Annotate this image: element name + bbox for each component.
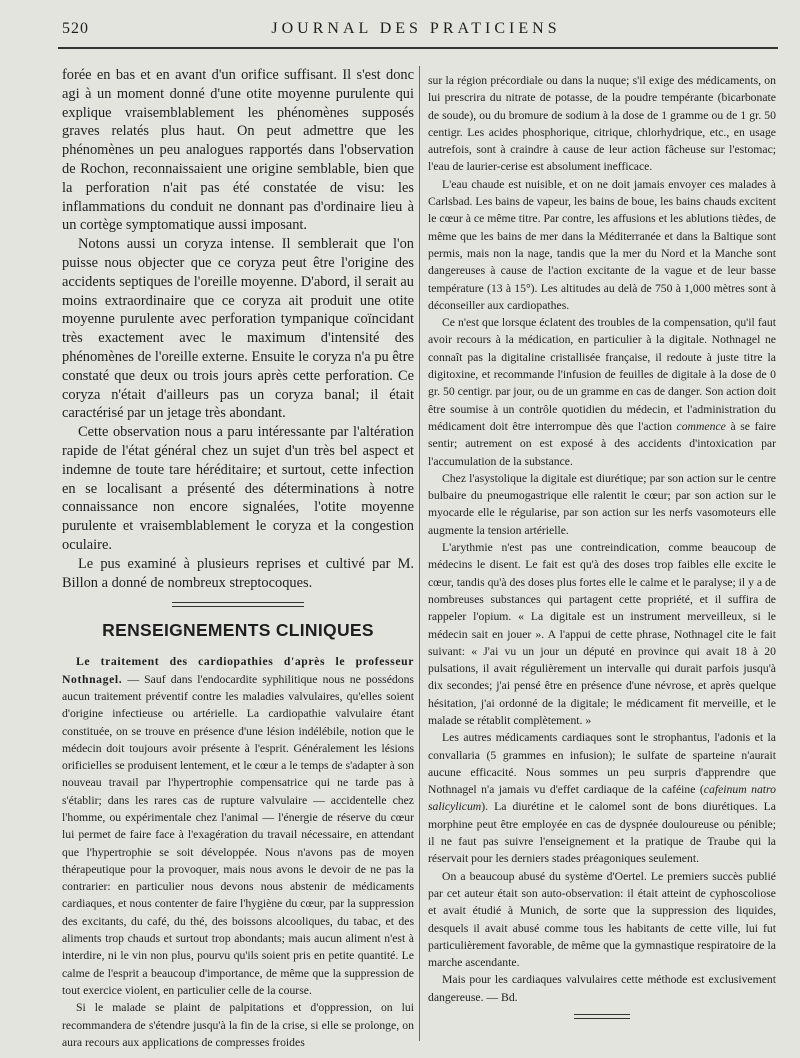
paragraph: [428, 314, 776, 470]
paragraph: On a beaucoup abusé du système d'Oertel. Le premiers succès publié par cet auteur était son auto-observation: il était atteint de cyphoscoliose et avait étudié à Munich, de sorte que la suppression des liquides, desquels il avait abusé comme tous les habitants de cette ville, lui fut particulièrement favorable, de même que la gymnastique respiratoire de la marche ascendante.: [428, 869, 776, 970]
paragraph: sur la région précordiale ou dans la nuque; s'il exige des médicaments, on lui prescrira du nitrate de potasse, de la poudre tempérante (bicarbonate de soude), ou du bromure de sodium à la dose de 1 gramme ou de 1 gr. 50 centigr. Les acides phosphorique, citrique, chlorhydrique, etc., en usage autrefois, sont à craindre à cause de leur action fâcheuse sur l'estomac; l'eau de laurier-cerise est absolument inefficace.: [428, 74, 776, 174]
column-divider: [419, 66, 420, 1041]
paragraph: forée en bas et en avant d'un orifice suffisant. Il s'est donc agi à un moment donné d'une otite moyenne purulente qui explique vraisemblablement les phénomènes supposés graves relatés plus haut. On peut admettre que les phénomènes un peu analogues rapportés dans l'observation de Rochon, reconnaissaient une origine semblable, bien que la perforation n'ait pas été constatée de visu: les inflammations du conduit ne donnant pas d'ordinaire lieu à un cortège symptomatique aussi imposant.: [62, 67, 414, 234]
italic-term: commence: [676, 419, 726, 433]
observation-text: [62, 66, 414, 592]
paragraph: Si le malade se plaint de palpitations et d'oppression, on lui recommandera de s'étendre jusqu'à la fin de la crise, si elle se prolonge, on aura recours aux applications de compresses froides: [62, 1001, 414, 1049]
article-body: [62, 653, 414, 1051]
page-header: [56, 18, 776, 42]
paragraph: Le pus examiné à plusieurs reprises et cultivé par M. Billon a donné de nombreux streptocoques.: [62, 555, 414, 591]
paragraph: L'arythmie n'est pas une contreindication, comme beaucoup de médecins le disent. Le fait est qu'à des doses trop faibles elle excite le cœur, tandis qu'à des doses plus fortes elle le calme et le paralyse; il y a de nombreuses substances qui partagent cette propriété, et il suffira de rappeler l'opium. « La digitale est un instrument merveilleux, si le médecin sait en jouer ». A l'appui de cette phrase, Nothnagel cite le fait suivant: « J'ai vu un jour un député en province qui avait 18 à 20 pulsations, il avait régulièrement un intervalle qui durait parfois jusqu'à dix secondes; j'ai pensé être en présence d'une névrose, et après quelque hésitation, j'ai ordonné de la digitale; le médicament fit merveille, et le malade se rétablit complètement. »: [428, 541, 776, 727]
header-rule: [58, 47, 778, 49]
article-intro: [62, 653, 414, 999]
right-column: [428, 72, 776, 1019]
section-divider: [172, 602, 304, 607]
paragraph: Cette observation nous a paru intéressante par l'altération rapide de l'état général chez un sujet d'un très bel aspect et indemne de toute tare héréditaire; et surtout, cette infection en se localisant a présenté des déterminations à notre connaissance non encore signalées, l'otite moyenne purulente et vraisemblablement le coryza et la congestion oculaire.: [62, 424, 414, 553]
page-number: 520: [62, 20, 89, 37]
article-title: Le traitement des cardiopathies d'après le professeur Nothnagel.: [62, 655, 414, 686]
paragraph: Notons aussi un coryza intense. Il semblerait que l'on puisse nous objecter que ce coryza peut être l'origine des accidents septiques de l'oreille moyenne. D'abord, il serait au moins extraordinaire que ce coryza ait produit une otite moyenne purulente avec perforation tympanique coïncidant très exactement avec le maximum d'intensité des phénomènes de l'oreille externe. Ensuite le coryza n'a pu être constaté que deux ou trois jours après cette perforation. Ce coryza n'était d'ailleurs pas un coryza banal; il était caractérisé par un jetage très abondant.: [62, 236, 414, 422]
text-run: à se faire sentir; autrement on est exposé à des accidents d'intoxication par l'accumulation de la substance.: [428, 419, 776, 468]
paragraph: [428, 729, 776, 867]
journal-title: JOURNAL DES PRATICIENS: [271, 20, 561, 37]
text-run: Les autres médicaments cardiaques sont le strophantus, l'adonis et la convallaria (5 grammes en infusion); le sulfate de sparteine n'aurait aucune efficacité. Nous sommes un peu surpris d'apprendre que Nothnagel n'a jamais vu d'effet cardiaque de la caféine (: [428, 731, 776, 797]
section-heading: RENSEIGNEMENTS CLINIQUES: [102, 620, 374, 641]
left-column: [62, 66, 414, 1051]
paragraph: Mais pour les cardiaques valvulaires cette méthode est exclusivement dangereuse. — Bd.: [428, 973, 776, 1004]
article-intro-text: — Sauf dans l'endocardite syphilitique nous ne possédons aucun traitement préventif contre les maladies valvulaires, qu'elles soient d'origine infectieuse ou artérielle. La cardiopathie valvulaire étant constituée, on se trouve en présence d'une lésion indélébile, notion que le médecin doit toujours avoir présente à l'esprit. Généralement les lésions orificielles se produisent lentement, et le cœur a le temps de s'adapter à son nouveau travail par l'hypertrophie compensatrice qui ne tarde pas à s'établir; dans les rares cas de rupture valvulaire — accidentelle chez l'homme, ou expérimentale chez l'animal — l'énergie de réserve du cœur lui permet de faire face à l'exagération du travail nécessaire, en attendant que l'hypertrophie se soit développée. Nous n'avons pas de moyen thérapeutique pour la provoquer, mais nous avons le devoir de ne pas la contrarier: en particulier nous devons nous abstenir de médicaments cardiaques, et nous contenter de faire l'hygiène du cœur, par la suppression des excitants, du café, du thé, des boissons alcooliques, du tabac, et des aliments trop chauds et surtout trop abondants; mais aucun aliment n'est à interdire, ni le vin non plus, pourvu qu'ils soient pris en petite quantité. Le calme de l'esprit a beaucoup d'importance, de même que la suppression de tout exercice violent, en particulier celle de la course.: [62, 672, 414, 997]
paragraph: L'eau chaude est nuisible, et on ne doit jamais envoyer ces malades à Carlsbad. Les bains de vapeur, les bains de boue, les bains chauds excitent le cœur à ce même titre. Par contre, les affusions et les ablutions tièdes, de même que les bains de mer dans la Méditerranée et dans la Baltique sont permis, mais non la nage, tandis que la mer du Nord et la Manche sont dangereuses à cause de l'action excitante de la vague et de leur basse température (13 à 15°). Les altitudes au delà de 750 à 1,000 mètres sont à déconseiller aux cardiopathes.: [428, 177, 776, 312]
text-run: Ce n'est que lorsque éclatent des troubles de la compensation, qu'il faut avoir recours à la médication, en particulier à la digitale. Nothnagel ne connaît pas la digitaline cristallisée française, il redoute à juste titre la digitoxine, et recommande l'infusion de feuilles de digitale à la dose de 0 gr. 50 centigr. par jour, ou de un gramme en cas de danger. Son action doit être soumise à un contrôle quotidien du médecin, et l'administration du médicament doit être interrompue dès que l'action: [428, 316, 776, 433]
paragraph: Chez l'asystolique la digitale est diurétique; par son action sur le centre bulbaire du pneumogastrique elle ralentit le cœur; par son action sur le myocarde elle le régularise, par son action sur les nerfs vasomoteurs elle augmente la tension artérielle.: [428, 471, 776, 537]
end-divider: [574, 1014, 630, 1019]
italic-term: cafeinum natro salicylicum: [428, 783, 776, 814]
text-run: ). La diurétine et le calomel sont de bons diurétiques. La morphine peut être employée en cas de dyspnée douloureuse ou pénible; il ne faut pas suivre l'enseignement et la pratique de Traube qui la réservait pour les derniers stades préagoniques seulement.: [428, 800, 776, 866]
